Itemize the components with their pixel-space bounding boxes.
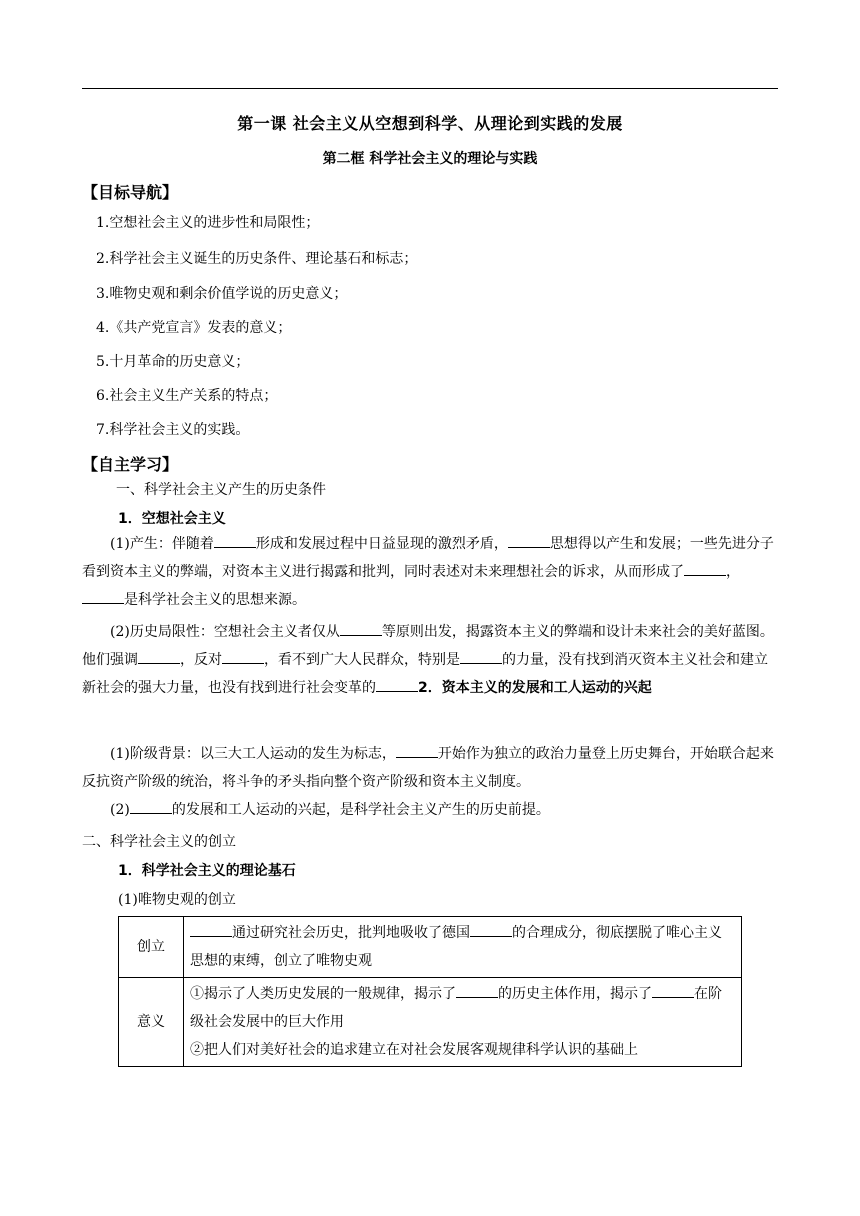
fill-blank[interactable] — [460, 649, 502, 664]
row-header: 创立 — [119, 917, 184, 978]
paragraph-class-background: (1)阶级背景：以三大工人运动的发生为标志， 开始作为独立的政治力量登上历史舞台，开始联合起来反抗资产阶级的统治，将斗争的矛头指向整个资产阶级和资本主义制度。 — [82, 740, 778, 796]
goal-item: 4.《共产党宣言》发表的意义； — [96, 320, 292, 336]
lesson-subtitle: 第二框 科学社会主义的理论与实践 — [322, 151, 538, 167]
fill-blank[interactable] — [214, 533, 256, 548]
goal-item: 2.科学社会主义诞生的历史条件、理论基石和标志； — [96, 251, 418, 267]
fill-blank[interactable] — [190, 922, 232, 937]
fill-blank[interactable] — [652, 983, 694, 998]
fill-blank[interactable] — [508, 533, 550, 548]
fill-blank[interactable] — [396, 743, 438, 758]
paragraph-premise: (2) 的发展和工人运动的兴起，是科学社会主义产生的历史前提。 — [82, 796, 778, 824]
fill-blank[interactable] — [130, 799, 172, 814]
goals-heading: 【目标导航】 — [82, 183, 179, 202]
goal-item: 5.十月革命的历史意义； — [96, 354, 250, 370]
paragraph-limitation: (2)历史局限性：空想社会主义者仅从 等原则出发，揭露资本主义的弊端和设计未来社会的美好蓝图。他们强调 ，反对 ，看不到广大人民群众，特别是 的力量，没有找到消灭资本主义社会和建立新社会的强大力量，也没有找到进行社会变革的 2．资本主义的发展和工人运动的兴起 — [82, 618, 778, 702]
part-heading: 一、科学社会主义产生的历史条件 — [116, 482, 326, 498]
sub-heading: 1．空想社会主义 — [118, 511, 226, 527]
fill-blank[interactable] — [684, 561, 726, 576]
table-cell: ①揭示了人类历史发展的一般规律，揭示了 的历史主体作用，揭示了 在阶级社会发展中的巨大作用 ②把人们对美好社会的追求建立在对社会发展客观规律科学认识的基础上 — [184, 978, 742, 1067]
table-row — [119, 978, 742, 1067]
goal-item: 7.科学社会主义的实践。 — [96, 422, 250, 438]
goal-item: 6.社会主义生产关系的特点； — [96, 388, 278, 404]
table-cell: 通过研究社会历史，批判地吸收了德国 的合理成分，彻底摆脱了唯心主义思想的束缚，创立了唯物史观 — [184, 917, 742, 978]
fill-blank[interactable] — [470, 922, 512, 937]
lesson-title: 第一课 社会主义从空想到科学、从理论到实践的发展 — [237, 114, 623, 133]
sub-heading: 2．资本主义的发展和工人运动的兴起 — [418, 680, 652, 696]
fill-blank[interactable] — [456, 983, 498, 998]
fill-blank[interactable] — [222, 649, 264, 664]
fill-blank[interactable] — [340, 621, 382, 636]
materialism-table — [118, 916, 742, 1067]
fill-blank[interactable] — [138, 649, 180, 664]
fill-blank[interactable] — [82, 589, 124, 604]
goal-item: 3.唯物史观和剩余价值学说的历史意义； — [96, 286, 348, 302]
sub-heading: 1．科学社会主义的理论基石 — [118, 863, 296, 879]
sub-heading: (1)唯物史观的创立 — [118, 892, 236, 908]
row-header: 意义 — [119, 978, 184, 1067]
header-rule — [82, 88, 778, 89]
fill-blank[interactable] — [376, 677, 418, 692]
study-heading: 【自主学习】 — [82, 455, 179, 474]
table-row — [119, 917, 742, 978]
paragraph-origin: (1)产生：伴随着 形成和发展过程中日益显现的激烈矛盾， 思想得以产生和发展；一些先进分子看到资本主义的弊端，对资本主义进行揭露和批判，同时表述对未来理想社会的诉求，从而形成了 ，是科学社会主义的思想来源。 — [82, 530, 778, 614]
part-heading: 二、科学社会主义的创立 — [82, 834, 236, 850]
goal-item: 1.空想社会主义的进步性和局限性； — [96, 215, 320, 231]
